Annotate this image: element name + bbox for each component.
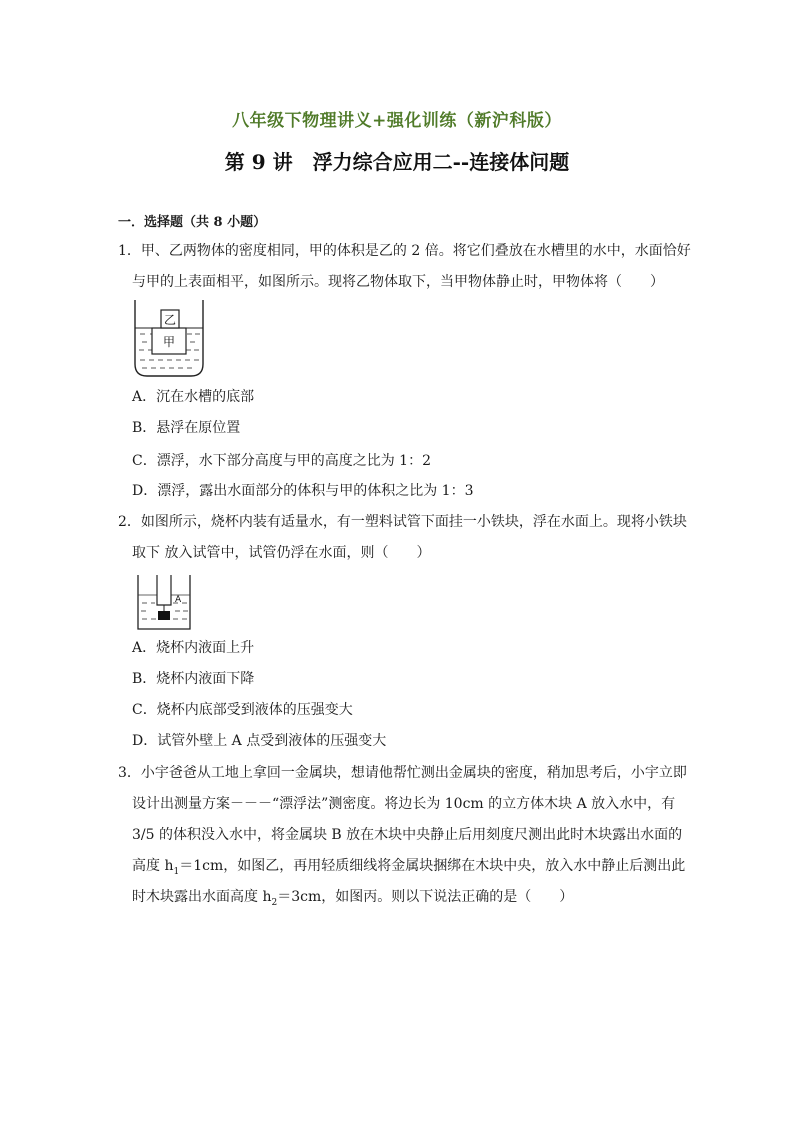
q2-line-1: 2．如图所示，烧杯内装有适量水，有一塑料试管下面挂一小铁块，浮在水面上。现将小铁块 bbox=[118, 514, 687, 530]
q2-point-a-label: A bbox=[175, 595, 182, 605]
q1-label-jia: 甲 bbox=[162, 335, 176, 349]
q3-line-4 bbox=[132, 856, 685, 882]
q1-figure-water-tank bbox=[130, 298, 208, 380]
q3-h2-subscript: 2 bbox=[271, 897, 278, 908]
q1-line-1: 1．甲、乙两物体的密度相同，甲的体积是乙的 2 倍。将它们叠放在水槽里的水中，水面恰好 bbox=[118, 243, 691, 259]
q1-option-c: C．漂浮，水下部分高度与甲的高度之比为 1：2 bbox=[132, 453, 431, 469]
q2-option-a: A．烧杯内液面上升 bbox=[132, 640, 255, 656]
q1-option-d: D．漂浮，露出水面部分的体积与甲的体积之比为 1：3 bbox=[132, 483, 474, 499]
lecture-title: 第 9 讲 浮力综合应用二--连接体问题 bbox=[224, 150, 570, 174]
q3-line-2: 设计出测量方案－－－“漂浮法”测密度。将边长为 10cm 的立方体木块 A 放入水中，有 bbox=[132, 796, 676, 812]
q1-option-a: A．沉在水槽的底部 bbox=[132, 389, 255, 405]
q3-h1-subscript: 1 bbox=[173, 866, 180, 877]
q2-figure-beaker-test-tube bbox=[135, 573, 193, 633]
q3-line-4-text-a: 高度 h bbox=[132, 858, 174, 874]
q3-line-3: 3/5 的体积没入水中，将金属块 B 放在木块中央静止后用刻度尺测出此时木块露出水面的 bbox=[132, 827, 683, 843]
q2-option-c: C．烧杯内底部受到液体的压强变大 bbox=[132, 702, 353, 718]
q1-label-yi: 乙 bbox=[163, 313, 177, 327]
q2-line-2: 取下 放入试管中，试管仍浮在水面，则（ ） bbox=[132, 545, 431, 561]
series-title: 八年级下物理讲义+强化训练（新沪科版） bbox=[232, 111, 562, 131]
q1-option-b: B．悬浮在原位置 bbox=[132, 420, 241, 436]
q2-option-b: B．烧杯内液面下降 bbox=[132, 671, 255, 687]
q3-line-5 bbox=[132, 887, 573, 913]
q3-line-5-text-b: ＝3cm，如图丙。则以下说法正确的是（ ） bbox=[277, 889, 574, 905]
q2-option-d: D．试管外壁上 A 点受到液体的压强变大 bbox=[132, 733, 387, 749]
q3-line-5-text-a: 时木块露出水面高度 h bbox=[132, 889, 272, 905]
section-heading: 一．选择题（共 8 小题） bbox=[118, 215, 267, 230]
q3-line-4-text-b: ＝1cm，如图乙，再用轻质细线将金属块捆绑在木块中央，放入水中静止后测出此 bbox=[179, 858, 686, 874]
q1-line-2: 与甲的上表面相平，如图所示。现将乙物体取下，当甲物体静止时，甲物体将（ ） bbox=[132, 274, 664, 290]
q3-line-1: 3．小宇爸爸从工地上拿回一金属块，想请他帮忙测出金属块的密度，稍加思考后，小宇立即 bbox=[118, 765, 687, 781]
